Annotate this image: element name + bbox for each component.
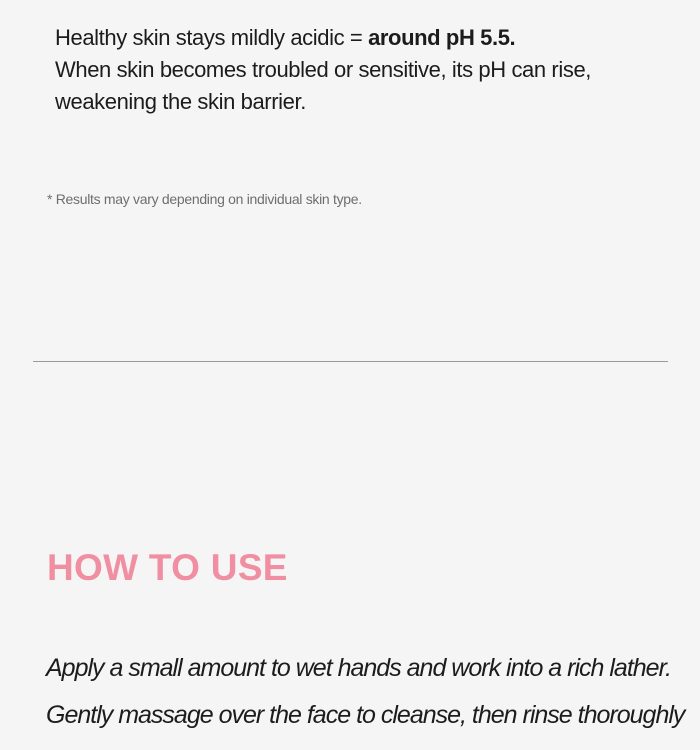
how-to-use-instructions	[46, 645, 686, 739]
instruction-line-1: Apply a small amount to wet hands and work into a rich lather.	[46, 654, 671, 682]
instruction-line-2: Gently massage over the face to cleanse, then rinse thoroughly	[46, 701, 685, 729]
ph-description-line-3: weakening the skin barrier.	[55, 89, 306, 114]
ph-description	[55, 22, 675, 118]
how-to-use-heading: HOW TO USE	[47, 547, 288, 588]
disclaimer-note: * Results may vary depending on individual skin type.	[47, 191, 362, 207]
ph-description-line-1	[55, 22, 675, 54]
section-divider	[33, 361, 668, 362]
ph-statement-text: Healthy skin stays mildly acidic =	[55, 25, 369, 50]
ph-value-emphasis: around pH 5.5.	[368, 25, 516, 50]
ph-description-line-2: When skin becomes troubled or sensitive, its pH can rise,	[55, 57, 591, 82]
